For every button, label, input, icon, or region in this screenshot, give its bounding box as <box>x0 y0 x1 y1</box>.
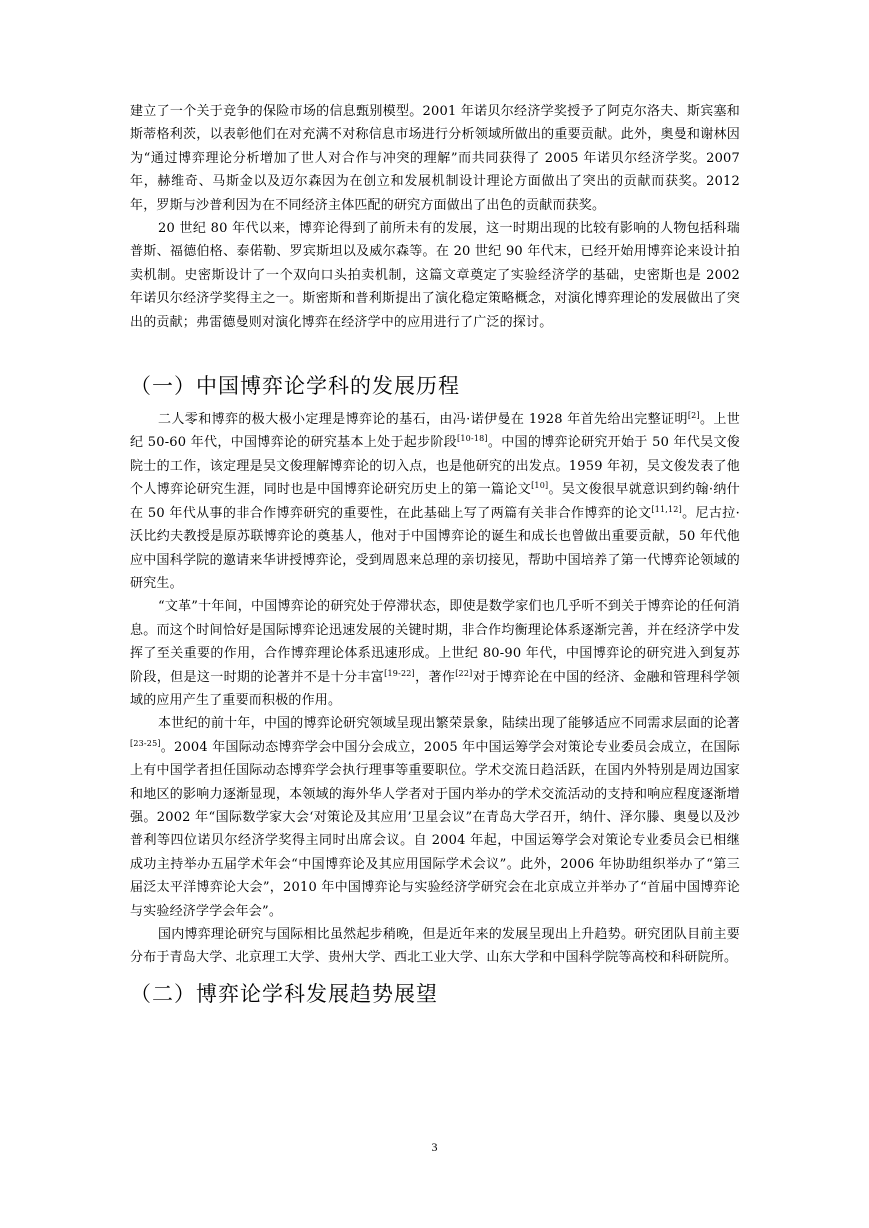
citation-ref: [11,12] <box>651 504 682 514</box>
paragraph-text: ，著作 <box>414 669 456 685</box>
paragraph-text: 。中国的博弈论研究开始于 50 年代吴文俊院士的工作，该定理是吴文俊理解博弈论的切入点，也是他研究的出发点。1959 年初，吴文俊发表了他个人博弈论研究生涯，同时也是中国博弈论研究历史上的第一篇论文 <box>130 435 740 498</box>
paragraph-research-teams: 国内博弈理论研究与国际相比虽然起步稍晚，但是近年来的发展呈现出上升趋势。研究团队目前主要分布于青岛大学、北京理工大学、贵州大学、西北工业大学、山东大学和中国科学院等高校和科研院所。 <box>130 927 740 966</box>
paragraph-text: 。吴文俊很早就意识到约翰·纳什在 50 年代从事的非合作博弈研究的重要性，在此基础上写了两篇有关非合作博弈的论文 <box>130 482 740 521</box>
section-heading-trend-outlook: （二）博弈论学科发展趋势展望 <box>130 981 438 1006</box>
citation-ref: [10] <box>531 481 549 491</box>
citation-ref: [23-25] <box>130 738 161 748</box>
paragraph-minimax-origin <box>130 408 740 595</box>
page-number: 3 <box>431 1140 438 1154</box>
paragraph-text: “文革”十年间，中国博弈论的研究处于停滞状态，即使是数学家们也几乎听不到关于博弈论的任何消息。而这个时间恰好是国际博弈论迅速发展的关键时期，非合作均衡理论体系逐渐完善，并在经济学中发挥了至关重要的作用，合作博弈理论体系迅速形成。上世纪 80-90 年代，中国博弈论的研究进入到复苏阶段，但是这一时期的论著并不是十分丰富 <box>130 599 740 685</box>
paragraph-text: 二人零和博弈的极大极小定理是博弈论的基石，由冯·诺伊曼在 1928 年首先给出完整证明 <box>158 412 688 428</box>
citation-ref: [22] <box>455 668 473 678</box>
paragraph-text: 。尼古拉·沃比约夫教授是原苏联博弈论的奠基人，他对于中国博弈论的诞生和成长也曾做出重要贡献，50 年代他应中国科学院的邀请来华讲授博弈论，受到周恩来总理的亲切接见，帮助中国培养了第一代博弈论领域的研究生。 <box>130 505 740 591</box>
paragraph-prosperity-decade <box>130 712 740 923</box>
paragraph-1980s-development: 20 世纪 80 年代以来，博弈论得到了前所未有的发展，这一时期出现的比较有影响的人物包括科瑞普斯、福德伯格、泰偌勒、罗宾斯坦以及威尔森等。在 20 世纪 90 年代末，已经开始用博弈论来设计拍卖机制。史密斯设计了一个双向口头拍卖机制，这篇文章奠定了实验经济学的基础，史密斯也是 2002 年诺贝尔经济学奖得主之一。斯密斯和普利斯提出了演化稳定策略概念，对演化博弈理论的发展做出了突出的贡献；弗雷德曼则对演化博弈在经济学中的应用进行了广泛的探讨。 <box>130 221 740 330</box>
citation-ref: [2] <box>687 411 700 421</box>
citation-ref: [19-22] <box>384 668 415 678</box>
paragraph-text: 对于博弈论在中国的经济、金融和管理科学领域的应用产生了重要而积极的作用。 <box>130 669 740 708</box>
paragraph-cultural-revolution <box>130 595 740 712</box>
page-body <box>130 100 740 1008</box>
paragraph-text: 。2004 年国际动态博弈学会中国分会成立，2005 年中国运筹学会对策论专业委员会成立，在国际上有中国学者担任国际动态博弈学会执行理事等重要职位。学术交流日趋活跃，在国内外特别是周边国家和地区的影响力逐渐显现，本领域的海外华人学者对于国内举办的学术交流活动的支持和响应程度逐渐增强。2002 年“国际数学家大会‘对策论及其应用’卫星会议”在青岛大学召开，纳什、泽尔滕、奥曼以及沙普利等四位诺贝尔经济学奖得主同时出席会议。自 2004 年起，中国运筹学会对策论专业委员会已相继成功主持举办五届学术年会“中国博弈论及其应用国际学术会议”。此外，2006 年协助组织举办了“第三届泛太平洋博弈论大会”，2010 年中国博弈论与实验经济学研究会在北京成立并举办了“首届中国博弈论与实验经济学学会年会”。 <box>130 739 740 919</box>
paragraph-text: 本世纪的前十年，中国的博弈论研究领域呈现出繁荣景象，陆续出现了能够适应不同需求层面的论著 <box>158 716 740 732</box>
paragraph-text: 。上世纪 50-60 年代，中国博弈论的研究基本上处于起步阶段 <box>130 412 740 451</box>
citation-ref: [10-18] <box>457 434 488 444</box>
section-heading-china-history: （一）中国博弈论学科的发展历程 <box>130 374 460 399</box>
paragraph-continued: 建立了一个关于竞争的保险市场的信息甄别模型。2001 年诺贝尔经济学奖授予了阿克尔洛夫、斯宾塞和斯蒂格利茨，以表彰他们在对充满不对称信息市场进行分析领域所做出的重要贡献。此外，奥曼和谢林因为“通过博弈理论分析增加了世人对合作与冲突的理解”而共同获得了 2005 年诺贝尔经济学奖。2007 年，赫维奇、马斯金以及迈尔森因为在创立和发展机制设计理论方面做出了突出的贡献而获奖。2012 年，罗斯与沙普利因为在不同经济主体匹配的研究方面做出了出色的贡献而获奖。 <box>130 104 740 213</box>
